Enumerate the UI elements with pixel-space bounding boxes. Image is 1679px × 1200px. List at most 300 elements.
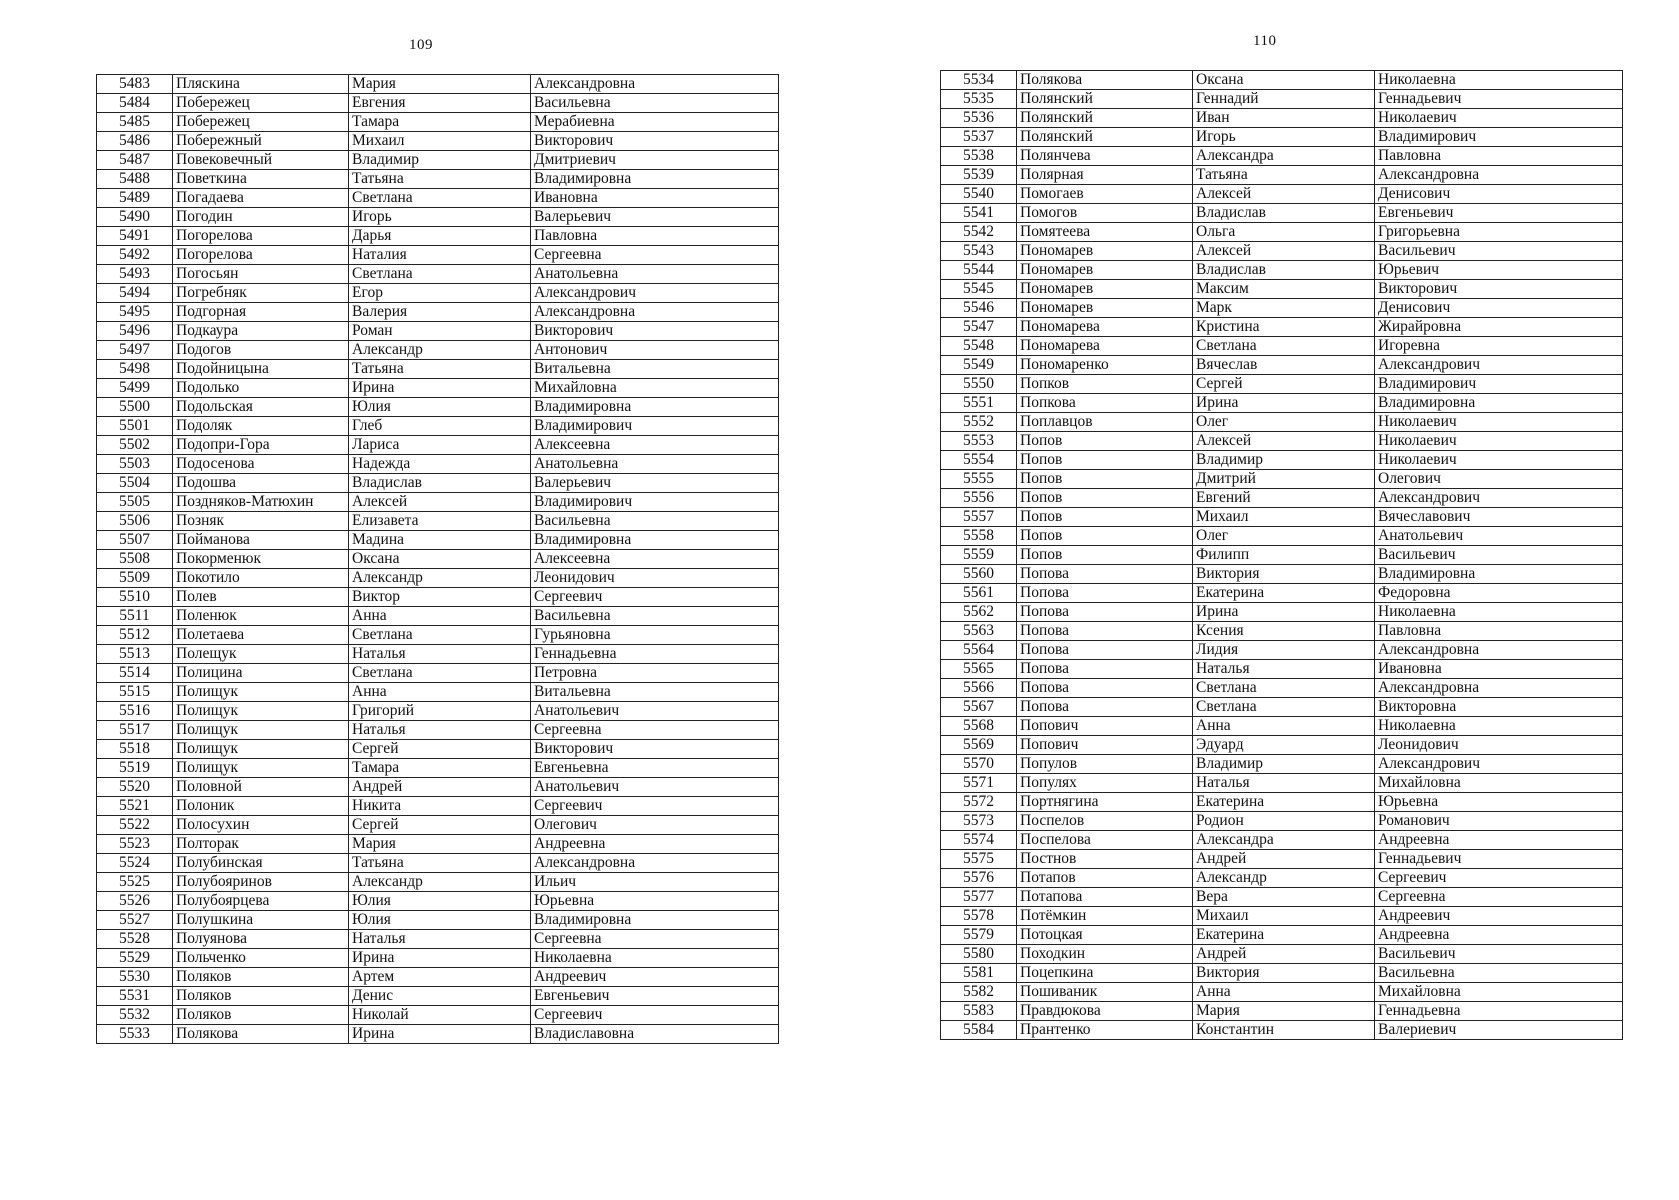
patronymic-cell: Андреевна [531, 835, 779, 854]
table-row [97, 607, 779, 626]
surname-cell: Пономаренко [1017, 356, 1193, 375]
surname-cell: Портнягина [1017, 793, 1193, 812]
surname-cell: Поветкина [173, 170, 349, 189]
surname-cell: Попова [1017, 584, 1193, 603]
row-number: 5516 [97, 702, 173, 721]
patronymic-cell: Денисович [1375, 185, 1623, 204]
surname-cell: Полищук [173, 721, 349, 740]
surname-cell: Попов [1017, 432, 1193, 451]
table-row [97, 474, 779, 493]
row-number: 5529 [97, 949, 173, 968]
table-row [97, 94, 779, 113]
table-row [97, 246, 779, 265]
patronymic-cell: Валериевич [1375, 1021, 1623, 1040]
patronymic-cell: Юрьевич [1375, 261, 1623, 280]
patronymic-cell: Алексеевна [531, 550, 779, 569]
table-row [941, 394, 1623, 413]
surname-cell: Полякова [1017, 71, 1193, 90]
roster-table [96, 74, 779, 1044]
table-row [941, 451, 1623, 470]
table-row [941, 166, 1623, 185]
table-row [97, 531, 779, 550]
row-number: 5487 [97, 151, 173, 170]
first-name-cell: Татьяна [349, 170, 531, 189]
row-number: 5573 [941, 812, 1017, 831]
patronymic-cell: Владимирович [531, 417, 779, 436]
patronymic-cell: Алексеевна [531, 436, 779, 455]
row-number: 5521 [97, 797, 173, 816]
first-name-cell: Андрей [1193, 945, 1375, 964]
surname-cell: Попова [1017, 679, 1193, 698]
patronymic-cell: Евгеньевна [531, 759, 779, 778]
surname-cell: Побережный [173, 132, 349, 151]
first-name-cell: Владислав [1193, 204, 1375, 223]
row-number: 5584 [941, 1021, 1017, 1040]
table-row [97, 417, 779, 436]
patronymic-cell: Викторович [531, 322, 779, 341]
surname-cell: Попов [1017, 527, 1193, 546]
patronymic-cell: Михайловна [1375, 774, 1623, 793]
surname-cell: Поспелов [1017, 812, 1193, 831]
table-row [97, 512, 779, 531]
row-number: 5510 [97, 588, 173, 607]
surname-cell: Попков [1017, 375, 1193, 394]
row-number: 5501 [97, 417, 173, 436]
first-name-cell: Александра [1193, 147, 1375, 166]
first-name-cell: Сергей [349, 816, 531, 835]
patronymic-cell: Анатольевич [531, 702, 779, 721]
patronymic-cell: Сергеевна [531, 246, 779, 265]
table-row [97, 265, 779, 284]
patronymic-cell: Владимировна [531, 911, 779, 930]
surname-cell: Пономарева [1017, 337, 1193, 356]
table-row [97, 854, 779, 873]
table-row [941, 299, 1623, 318]
table-row [941, 945, 1623, 964]
first-name-cell: Надежда [349, 455, 531, 474]
first-name-cell: Наталья [1193, 774, 1375, 793]
row-number: 5580 [941, 945, 1017, 964]
table-row [941, 71, 1623, 90]
surname-cell: Полетаева [173, 626, 349, 645]
patronymic-cell: Леонидович [1375, 736, 1623, 755]
surname-cell: Польченко [173, 949, 349, 968]
first-name-cell: Сергей [349, 740, 531, 759]
surname-cell: Попович [1017, 736, 1193, 755]
row-number: 5535 [941, 90, 1017, 109]
patronymic-cell: Геннадьевна [1375, 1002, 1623, 1021]
patronymic-cell: Васильевич [1375, 546, 1623, 565]
first-name-cell: Владимир [1193, 755, 1375, 774]
row-number: 5553 [941, 432, 1017, 451]
patronymic-cell: Владимирович [531, 493, 779, 512]
table-row [97, 949, 779, 968]
row-number: 5524 [97, 854, 173, 873]
table-row [97, 683, 779, 702]
first-name-cell: Николай [349, 1006, 531, 1025]
first-name-cell: Светлана [349, 189, 531, 208]
first-name-cell: Андрей [1193, 850, 1375, 869]
first-name-cell: Светлана [1193, 337, 1375, 356]
first-name-cell: Анна [1193, 717, 1375, 736]
patronymic-cell: Васильевна [1375, 964, 1623, 983]
patronymic-cell: Владимировна [1375, 565, 1623, 584]
surname-cell: Походкин [1017, 945, 1193, 964]
first-name-cell: Светлана [349, 626, 531, 645]
first-name-cell: Анна [1193, 983, 1375, 1002]
patronymic-cell: Александровна [531, 75, 779, 94]
table-row [941, 508, 1623, 527]
table-row [941, 261, 1623, 280]
patronymic-cell: Сергеевич [531, 797, 779, 816]
surname-cell: Популях [1017, 774, 1193, 793]
first-name-cell: Валерия [349, 303, 531, 322]
first-name-cell: Лариса [349, 436, 531, 455]
row-number: 5496 [97, 322, 173, 341]
row-number: 5575 [941, 850, 1017, 869]
surname-cell: Потапова [1017, 888, 1193, 907]
table-row [97, 569, 779, 588]
row-number: 5556 [941, 489, 1017, 508]
surname-cell: Пономарева [1017, 318, 1193, 337]
first-name-cell: Михаил [1193, 907, 1375, 926]
row-number: 5567 [941, 698, 1017, 717]
table-row [97, 303, 779, 322]
first-name-cell: Андрей [349, 778, 531, 797]
table-row [941, 641, 1623, 660]
table-row [97, 151, 779, 170]
patronymic-cell: Евгеньевич [531, 987, 779, 1006]
table-row [941, 185, 1623, 204]
row-number: 5527 [97, 911, 173, 930]
surname-cell: Покорменюк [173, 550, 349, 569]
first-name-cell: Наталья [349, 721, 531, 740]
surname-cell: Подолько [173, 379, 349, 398]
patronymic-cell: Викторович [1375, 280, 1623, 299]
surname-cell: Пономарев [1017, 242, 1193, 261]
patronymic-cell: Анатольевна [531, 455, 779, 474]
patronymic-cell: Сергеевич [1375, 869, 1623, 888]
first-name-cell: Кристина [1193, 318, 1375, 337]
first-name-cell: Мария [349, 75, 531, 94]
first-name-cell: Наталья [349, 930, 531, 949]
first-name-cell: Артем [349, 968, 531, 987]
first-name-cell: Вера [1193, 888, 1375, 907]
surname-cell: Правдюкова [1017, 1002, 1193, 1021]
surname-cell: Популов [1017, 755, 1193, 774]
patronymic-cell: Николаевич [1375, 413, 1623, 432]
first-name-cell: Лидия [1193, 641, 1375, 660]
table-row [97, 968, 779, 987]
patronymic-cell: Павловна [531, 227, 779, 246]
first-name-cell: Олег [1193, 527, 1375, 546]
row-number: 5528 [97, 930, 173, 949]
surname-cell: Попов [1017, 508, 1193, 527]
surname-cell: Побережец [173, 113, 349, 132]
first-name-cell: Евгений [1193, 489, 1375, 508]
surname-cell: Полищук [173, 740, 349, 759]
surname-cell: Подошва [173, 474, 349, 493]
table-row [97, 892, 779, 911]
row-number: 5532 [97, 1006, 173, 1025]
table-row [941, 983, 1623, 1002]
first-name-cell: Ирина [1193, 394, 1375, 413]
patronymic-cell: Павловна [1375, 147, 1623, 166]
first-name-cell: Ирина [349, 949, 531, 968]
surname-cell: Попова [1017, 622, 1193, 641]
first-name-cell: Виктория [1193, 565, 1375, 584]
first-name-cell: Юлия [349, 911, 531, 930]
row-number: 5504 [97, 474, 173, 493]
surname-cell: Погребняк [173, 284, 349, 303]
table-row [941, 907, 1623, 926]
row-number: 5512 [97, 626, 173, 645]
first-name-cell: Светлана [1193, 698, 1375, 717]
surname-cell: Полосухин [173, 816, 349, 835]
patronymic-cell: Васильевна [531, 512, 779, 531]
patronymic-cell: Михайловна [531, 379, 779, 398]
surname-cell: Подоляк [173, 417, 349, 436]
table-row [97, 873, 779, 892]
patronymic-cell: Викторович [531, 740, 779, 759]
table-row [941, 888, 1623, 907]
row-number: 5519 [97, 759, 173, 778]
row-number: 5531 [97, 987, 173, 1006]
surname-cell: Поляков [173, 987, 349, 1006]
surname-cell: Помятеева [1017, 223, 1193, 242]
patronymic-cell: Александровна [531, 854, 779, 873]
first-name-cell: Михаил [349, 132, 531, 151]
row-number: 5569 [941, 736, 1017, 755]
row-number: 5572 [941, 793, 1017, 812]
patronymic-cell: Федоровна [1375, 584, 1623, 603]
row-number: 5497 [97, 341, 173, 360]
surname-cell: Попова [1017, 698, 1193, 717]
surname-cell: Поляков [173, 1006, 349, 1025]
first-name-cell: Марк [1193, 299, 1375, 318]
table-row [97, 930, 779, 949]
table-row [941, 1002, 1623, 1021]
row-number: 5540 [941, 185, 1017, 204]
table-row [97, 113, 779, 132]
table-row [941, 242, 1623, 261]
table-row [941, 432, 1623, 451]
first-name-cell: Александр [349, 569, 531, 588]
surname-cell: Погорелова [173, 246, 349, 265]
surname-cell: Попова [1017, 565, 1193, 584]
first-name-cell: Виктор [349, 588, 531, 607]
table-row [97, 360, 779, 379]
patronymic-cell: Александровна [1375, 641, 1623, 660]
patronymic-cell: Сергеевна [531, 930, 779, 949]
table-row [941, 717, 1623, 736]
first-name-cell: Роман [349, 322, 531, 341]
table-row [941, 90, 1623, 109]
row-number: 5561 [941, 584, 1017, 603]
first-name-cell: Ксения [1193, 622, 1375, 641]
patronymic-cell: Васильевна [531, 607, 779, 626]
table-row [97, 1006, 779, 1025]
row-number: 5539 [941, 166, 1017, 185]
first-name-cell: Григорий [349, 702, 531, 721]
surname-cell: Пляскина [173, 75, 349, 94]
first-name-cell: Юлия [349, 892, 531, 911]
patronymic-cell: Гурьяновна [531, 626, 779, 645]
table-row [941, 584, 1623, 603]
patronymic-cell: Витальевна [531, 683, 779, 702]
table-row [941, 736, 1623, 755]
first-name-cell: Елизавета [349, 512, 531, 531]
row-number: 5518 [97, 740, 173, 759]
surname-cell: Потоцкая [1017, 926, 1193, 945]
row-number: 5563 [941, 622, 1017, 641]
surname-cell: Погорелова [173, 227, 349, 246]
patronymic-cell: Геннадьевна [531, 645, 779, 664]
table-row [941, 337, 1623, 356]
table-row [97, 227, 779, 246]
row-number: 5484 [97, 94, 173, 113]
surname-cell: Полянчева [1017, 147, 1193, 166]
surname-cell: Погосьян [173, 265, 349, 284]
table-row [97, 341, 779, 360]
surname-cell: Пошиваник [1017, 983, 1193, 1002]
row-number: 5582 [941, 983, 1017, 1002]
first-name-cell: Анна [349, 683, 531, 702]
row-number: 5542 [941, 223, 1017, 242]
patronymic-cell: Николаевич [1375, 432, 1623, 451]
patronymic-cell: Анатольевич [1375, 527, 1623, 546]
surname-cell: Полубинская [173, 854, 349, 873]
first-name-cell: Оксана [349, 550, 531, 569]
surname-cell: Попкова [1017, 394, 1193, 413]
patronymic-cell: Николаевна [531, 949, 779, 968]
surname-cell: Полещук [173, 645, 349, 664]
surname-cell: Прантенко [1017, 1021, 1193, 1040]
first-name-cell: Алексей [1193, 242, 1375, 261]
table-row [941, 964, 1623, 983]
row-number: 5574 [941, 831, 1017, 850]
row-number: 5494 [97, 284, 173, 303]
first-name-cell: Тамара [349, 759, 531, 778]
patronymic-cell: Денисович [1375, 299, 1623, 318]
patronymic-cell: Владимировна [531, 170, 779, 189]
first-name-cell: Эдуард [1193, 736, 1375, 755]
row-number: 5557 [941, 508, 1017, 527]
row-number: 5578 [941, 907, 1017, 926]
surname-cell: Полищук [173, 683, 349, 702]
table-row [941, 869, 1623, 888]
row-number: 5546 [941, 299, 1017, 318]
row-number: 5511 [97, 607, 173, 626]
table-row [941, 356, 1623, 375]
patronymic-cell: Мерабиевна [531, 113, 779, 132]
row-number: 5548 [941, 337, 1017, 356]
table-row [941, 850, 1623, 869]
surname-cell: Попов [1017, 489, 1193, 508]
surname-cell: Потёмкин [1017, 907, 1193, 926]
patronymic-cell: Александрович [1375, 489, 1623, 508]
row-number: 5543 [941, 242, 1017, 261]
patronymic-cell: Игоревна [1375, 337, 1623, 356]
first-name-cell: Глеб [349, 417, 531, 436]
table-row [941, 128, 1623, 147]
table-row [97, 284, 779, 303]
surname-cell: Потапов [1017, 869, 1193, 888]
surname-cell: Пономарев [1017, 280, 1193, 299]
row-number: 5517 [97, 721, 173, 740]
first-name-cell: Татьяна [349, 360, 531, 379]
table-row [97, 835, 779, 854]
table-row [97, 189, 779, 208]
surname-cell: Полякова [173, 1025, 349, 1044]
surname-cell: Половной [173, 778, 349, 797]
patronymic-cell: Сергеевич [531, 588, 779, 607]
row-number: 5562 [941, 603, 1017, 622]
table-row [941, 375, 1623, 394]
row-number: 5566 [941, 679, 1017, 698]
surname-cell: Подойницына [173, 360, 349, 379]
first-name-cell: Никита [349, 797, 531, 816]
patronymic-cell: Андреевич [531, 968, 779, 987]
first-name-cell: Дмитрий [1193, 470, 1375, 489]
row-number: 5509 [97, 569, 173, 588]
patronymic-cell: Васильевич [1375, 945, 1623, 964]
first-name-cell: Александра [1193, 831, 1375, 850]
row-number: 5565 [941, 660, 1017, 679]
table-row [97, 911, 779, 930]
row-number: 5492 [97, 246, 173, 265]
first-name-cell: Вячеслав [1193, 356, 1375, 375]
patronymic-cell: Григорьевна [1375, 223, 1623, 242]
surname-cell: Пономарев [1017, 261, 1193, 280]
first-name-cell: Мария [1193, 1002, 1375, 1021]
first-name-cell: Максим [1193, 280, 1375, 299]
row-number: 5554 [941, 451, 1017, 470]
surname-cell: Полянский [1017, 109, 1193, 128]
table-row [97, 645, 779, 664]
row-number: 5515 [97, 683, 173, 702]
table-row [97, 208, 779, 227]
first-name-cell: Игорь [1193, 128, 1375, 147]
table-row [941, 109, 1623, 128]
patronymic-cell: Николаевна [1375, 603, 1623, 622]
patronymic-cell: Владимировна [531, 531, 779, 550]
patronymic-cell: Владимировна [531, 398, 779, 417]
first-name-cell: Ирина [1193, 603, 1375, 622]
row-number: 5583 [941, 1002, 1017, 1021]
surname-cell: Подопри-Гора [173, 436, 349, 455]
surname-cell: Попов [1017, 546, 1193, 565]
surname-cell: Подольская [173, 398, 349, 417]
row-number: 5514 [97, 664, 173, 683]
patronymic-cell: Николаевич [1375, 109, 1623, 128]
row-number: 5508 [97, 550, 173, 569]
patronymic-cell: Олегович [1375, 470, 1623, 489]
patronymic-cell: Андреевна [1375, 831, 1623, 850]
first-name-cell: Иван [1193, 109, 1375, 128]
patronymic-cell: Юрьевна [1375, 793, 1623, 812]
table-row [97, 664, 779, 683]
table-row [941, 546, 1623, 565]
patronymic-cell: Александрович [1375, 356, 1623, 375]
patronymic-cell: Антонович [531, 341, 779, 360]
patronymic-cell: Владимирович [1375, 375, 1623, 394]
row-number: 5522 [97, 816, 173, 835]
row-number: 5500 [97, 398, 173, 417]
surname-cell: Подосенова [173, 455, 349, 474]
first-name-cell: Оксана [1193, 71, 1375, 90]
surname-cell: Попов [1017, 451, 1193, 470]
